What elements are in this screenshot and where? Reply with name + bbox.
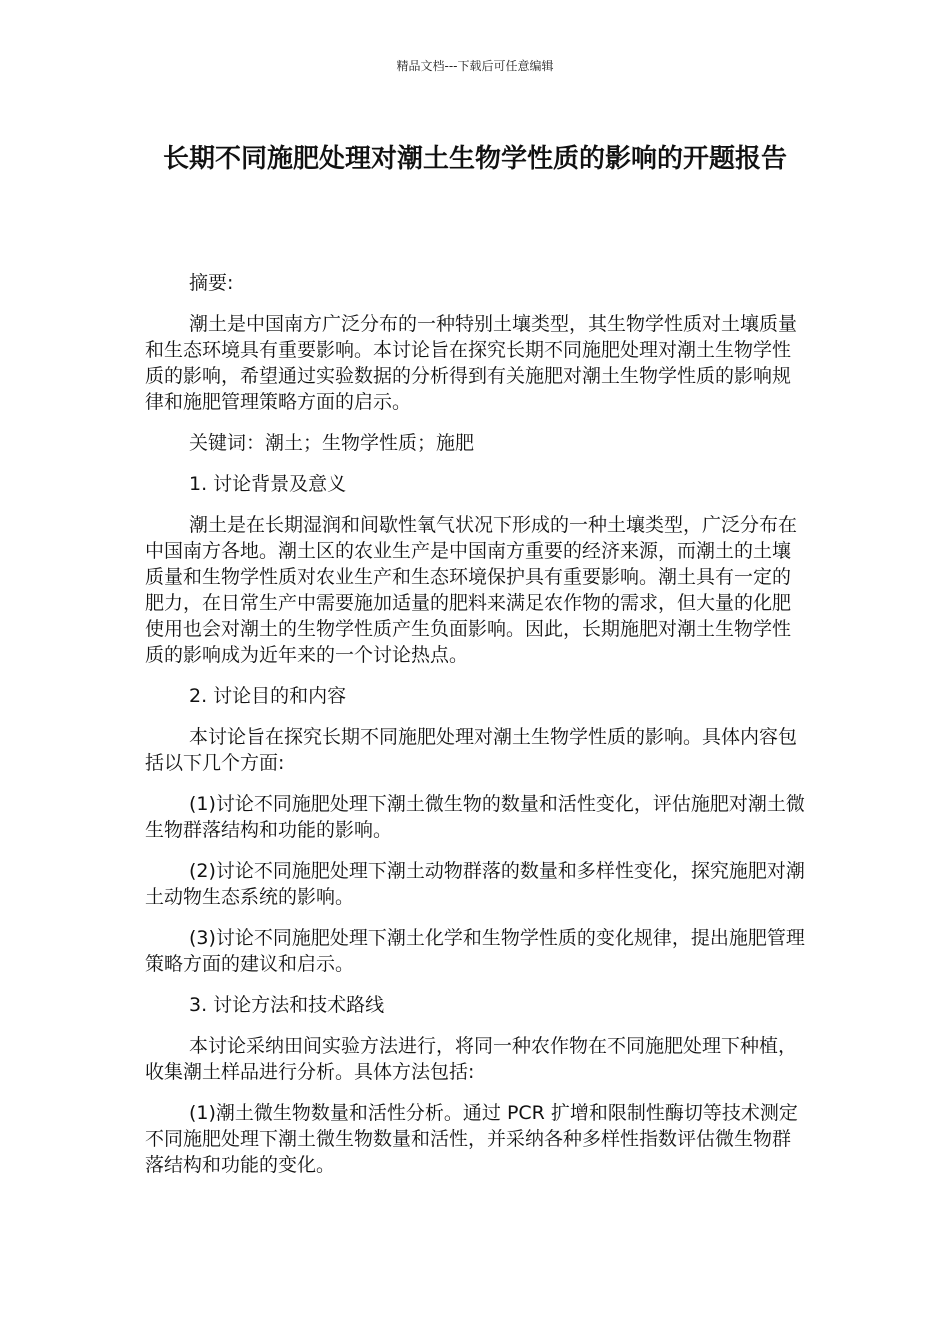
content-item-1: (1)讨论不同施肥处理下潮土微生物的数量和活性变化，评估施肥对潮土微生物群落结构和功能的影响。 — [145, 793, 805, 841]
document-title: 长期不同施肥处理对潮土生物学性质的影响的开题报告 — [162, 144, 787, 174]
objectives-paragraph: 本讨论旨在探究长期不同施肥处理对潮土生物学性质的影响。具体内容包括以下几个方面: — [145, 726, 798, 774]
abstract-heading: 摘要: — [189, 272, 234, 294]
content-item-2: (2)讨论不同施肥处理下潮土动物群落的数量和多样性变化，探究施肥对潮土动物生态系统的影响。 — [145, 860, 805, 908]
header-note: 精品文档---下载后可任意编辑 — [396, 59, 554, 73]
section-heading-3: 3. 讨论方法和技术路线 — [189, 994, 385, 1016]
background-paragraph: 潮土是在长期湿润和间歇性氧气状况下形成的一种土壤类型，广泛分布在中国南方各地。潮土区的农业生产是中国南方重要的经济来源，而潮土的土壤质量和生物学性质对农业生产和生态环境保护具有重要影响。潮土具有一定的肥力，在日常生产中需要施加适量的肥料来满足农作物的需求，但大量的化肥使用也会对潮土的生物学性质产生负面影响。因此，长期施肥对潮土生物学性质的影响成为近年来的一个讨论热点。 — [145, 514, 798, 666]
method-item-1: (1)潮土微生物数量和活性分析。通过 PCR 扩增和限制性酶切等技术测定不同施肥处理下潮土微生物数量和活性，并采纳各种多样性指数评估微生物群落结构和功能的变化。 — [145, 1102, 798, 1176]
section-heading-1: 1. 讨论背景及意义 — [189, 473, 347, 495]
section-heading-2: 2. 讨论目的和内容 — [189, 685, 347, 707]
abstract-paragraph: 潮土是中国南方广泛分布的一种特别土壤类型，其生物学性质对土壤质量和生态环境具有重要影响。本讨论旨在探究长期不同施肥处理对潮土生物学性质的影响，希望通过实验数据的分析得到有关施肥对潮土生物学性质的影响规律和施肥管理策略方面的启示。 — [145, 313, 798, 413]
keywords-line: 关键词：潮土；生物学性质；施肥 — [189, 432, 475, 454]
methods-paragraph: 本讨论采纳田间实验方法进行，将同一种农作物在不同施肥处理下种植，收集潮土样品进行分析。具体方法包括: — [145, 1035, 798, 1083]
content-item-3: (3)讨论不同施肥处理下潮土化学和生物学性质的变化规律，提出施肥管理策略方面的建议和启示。 — [145, 927, 805, 975]
document-body — [145, 270, 805, 1193]
